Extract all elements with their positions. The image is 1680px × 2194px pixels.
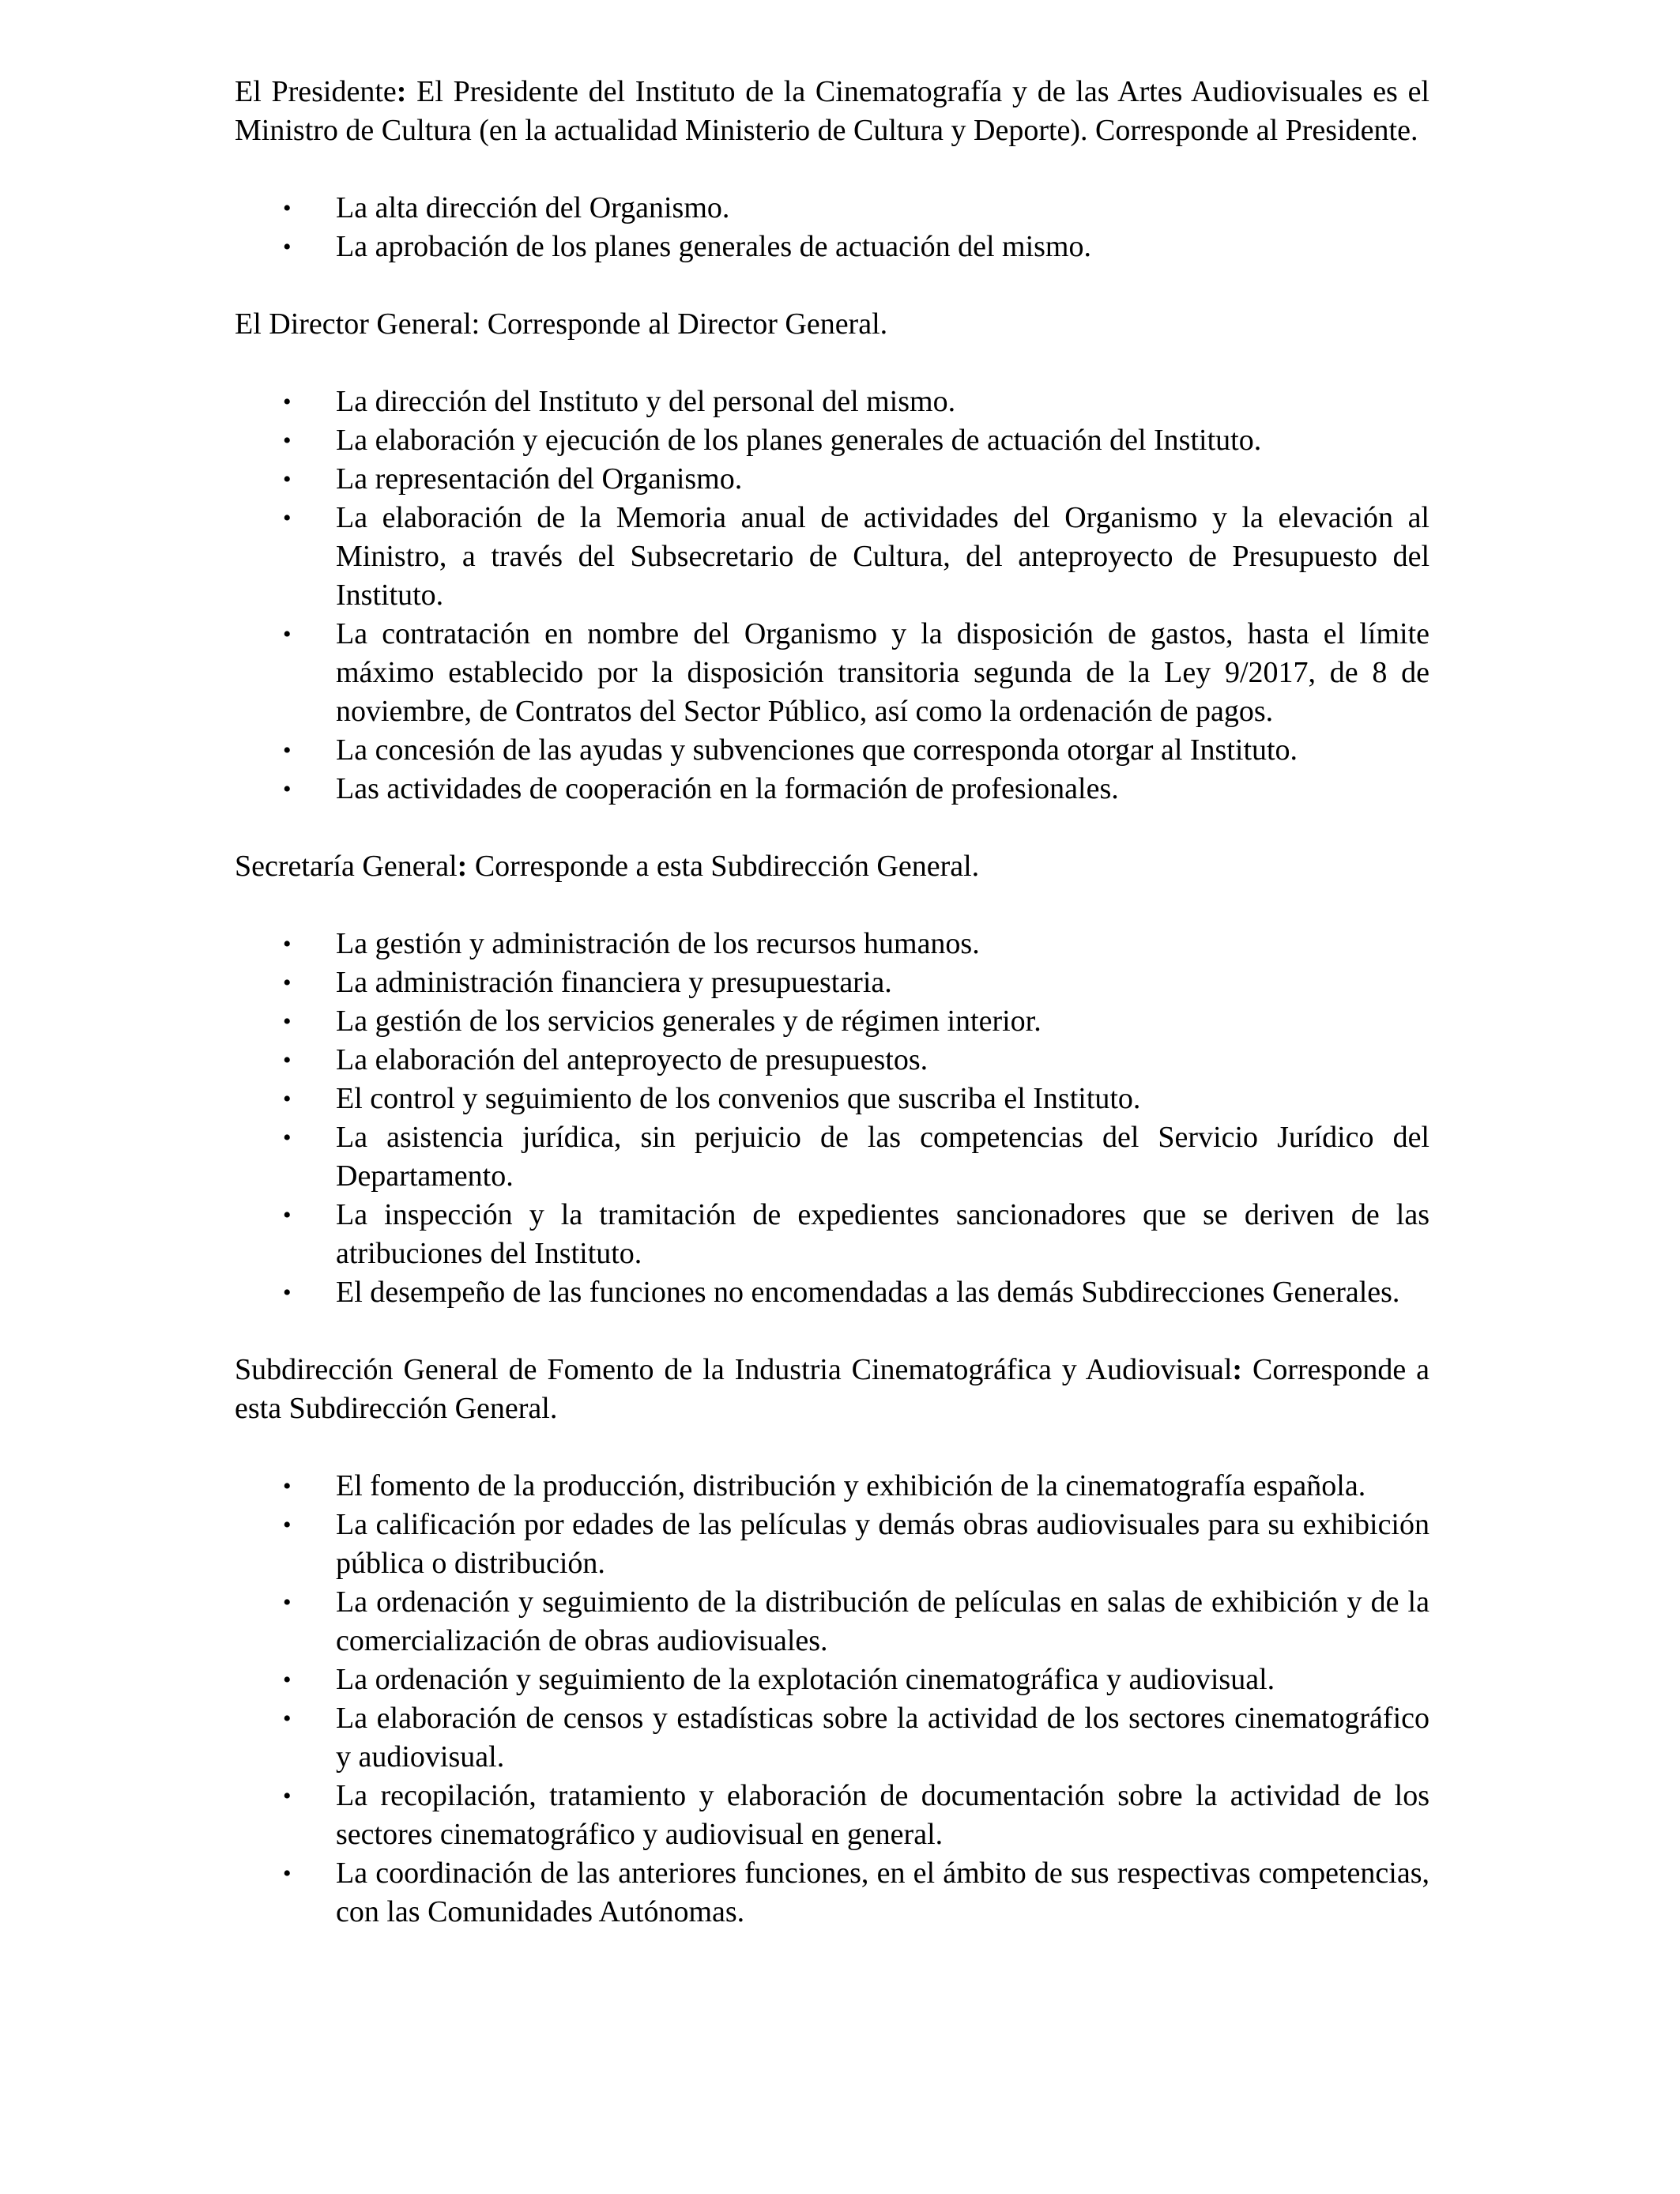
list-item: • La dirección del Instituto y del personal del mismo. <box>235 383 1430 421</box>
document-page <box>235 73 1430 1932</box>
list-item: • La gestión y administración de los recursos humanos. <box>235 925 1430 963</box>
list-item: • La elaboración de la Memoria anual de actividades del Organismo y la elevación al Ministro, a través del Subsecretario de Cultura, del anteproyecto de Presupuesto del Instituto. <box>235 499 1430 615</box>
bullet-icon: • <box>283 1860 292 1887</box>
bullet-icon: • <box>283 195 292 221</box>
list-item: • La recopilación, tratamiento y elaboración de documentación sobre la actividad de los sectores cinematográfico y audiovisual en general. <box>235 1777 1430 1854</box>
list-item: • La alta dirección del Organismo. <box>235 189 1430 228</box>
section-intro-subdireccion-fomento <box>235 1351 1430 1428</box>
section-intro-secretaria-general <box>235 847 1430 886</box>
section-heading: El Director General <box>235 307 472 341</box>
bullet-icon: • <box>283 931 292 957</box>
bullet-icon: • <box>283 1473 292 1499</box>
bullet-icon: • <box>283 389 292 415</box>
list-item: • La elaboración y ejecución de los planes generales de actuación del Instituto. <box>235 421 1430 460</box>
bullet-icon: • <box>283 1706 292 1732</box>
bullet-icon: • <box>283 466 292 492</box>
heading-separator: : <box>1232 1353 1243 1386</box>
bullet-icon: • <box>283 1086 292 1112</box>
bullet-icon: • <box>283 505 292 531</box>
bullet-icon: • <box>283 737 292 763</box>
list-item: • Las actividades de cooperación en la formación de profesionales. <box>235 770 1430 809</box>
bullet-icon: • <box>283 1125 292 1151</box>
list-item: • La inspección y la tramitación de expedientes sancionadores que se deriven de las atribuciones del Instituto. <box>235 1196 1430 1273</box>
bullet-icon: • <box>283 1589 292 1615</box>
section-list-secretaria-general <box>235 925 1430 1312</box>
section-heading: Subdirección General de Fomento de la Industria Cinematográfica y Audiovisual <box>235 1353 1233 1386</box>
bullet-icon: • <box>283 621 292 647</box>
section-text: El Presidente del Instituto de la Cinematografía y de las Artes Audiovisuales es el Ministro de Cultura (en la actualidad Ministerio de Cultura y Deporte). Corresponde al Presidente. <box>235 75 1430 147</box>
bullet-icon: • <box>283 1047 292 1073</box>
bullet-icon: • <box>283 1202 292 1228</box>
list-item: • El desempeño de las funciones no encomendadas a las demás Subdirecciones Generales. <box>235 1273 1430 1312</box>
bullet-icon: • <box>283 234 292 260</box>
list-item: • La gestión de los servicios generales y de régimen interior. <box>235 1002 1430 1041</box>
list-item: • La coordinación de las anteriores funciones, en el ámbito de sus respectivas competencias, con las Comunidades Autónomas. <box>235 1854 1430 1932</box>
bullet-icon: • <box>283 776 292 802</box>
heading-separator: : <box>457 850 468 883</box>
section-text: Corresponde a esta Subdirección General. <box>467 850 980 883</box>
bullet-icon: • <box>283 1667 292 1693</box>
heading-separator: : <box>396 75 407 108</box>
section-list-presidente <box>235 189 1430 266</box>
list-item: • El fomento de la producción, distribución y exhibición de la cinematografía española. <box>235 1467 1430 1506</box>
bullet-icon: • <box>283 1512 292 1538</box>
bullet-icon: • <box>283 1008 292 1035</box>
list-item: • La concesión de las ayudas y subvenciones que corresponda otorgar al Instituto. <box>235 731 1430 770</box>
bullet-icon: • <box>283 970 292 996</box>
list-item: • La aprobación de los planes generales de actuación del mismo. <box>235 228 1430 266</box>
section-intro-presidente <box>235 73 1430 150</box>
list-item: • El control y seguimiento de los convenios que suscriba el Instituto. <box>235 1080 1430 1118</box>
list-item: • La ordenación y seguimiento de la explotación cinematográfica y audiovisual. <box>235 1661 1430 1699</box>
list-item: • La calificación por edades de las películas y demás obras audiovisuales para su exhibición pública o distribución. <box>235 1506 1430 1583</box>
section-list-director-general <box>235 383 1430 809</box>
list-item: • La ordenación y seguimiento de la distribución de películas en salas de exhibición y de la comercialización de obras audiovisuales. <box>235 1583 1430 1661</box>
list-item: • La asistencia jurídica, sin perjuicio de las competencias del Servicio Jurídico del Departamento. <box>235 1118 1430 1196</box>
section-text: Corresponde al Director General. <box>480 307 888 341</box>
section-text: Corresponde a esta Subdirección General. <box>235 1353 1430 1425</box>
section-heading: El Presidente <box>235 75 397 108</box>
section-list-subdireccion-fomento <box>235 1467 1430 1932</box>
list-item: • La contratación en nombre del Organismo y la disposición de gastos, hasta el límite máximo establecido por la disposición transitoria segunda de la Ley 9/2017, de 8 de noviembre, de Contratos del Sector Público, así como la ordenación de pagos. <box>235 615 1430 731</box>
bullet-icon: • <box>283 1280 292 1306</box>
list-item: • La elaboración del anteproyecto de presupuestos. <box>235 1041 1430 1080</box>
list-item: • La representación del Organismo. <box>235 460 1430 499</box>
list-item: • La elaboración de censos y estadísticas sobre la actividad de los sectores cinematográfico y audiovisual. <box>235 1699 1430 1777</box>
bullet-icon: • <box>283 1783 292 1809</box>
section-heading: Secretaría General <box>235 850 458 883</box>
section-intro-director-general <box>235 305 1430 344</box>
list-item: • La administración financiera y presupuestaria. <box>235 963 1430 1002</box>
bullet-icon: • <box>283 428 292 454</box>
heading-separator: : <box>471 307 480 341</box>
